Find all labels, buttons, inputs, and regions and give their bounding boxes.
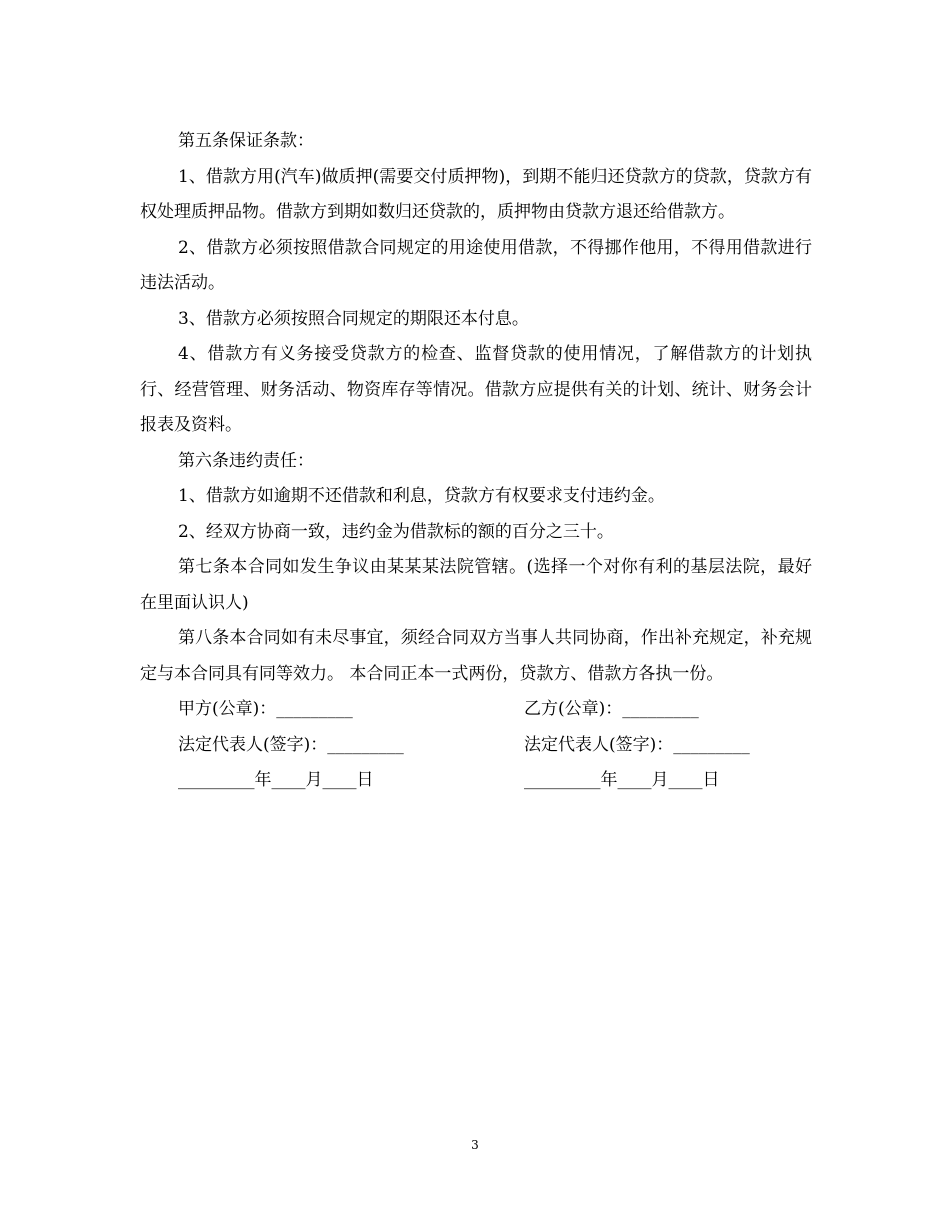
party-b-seal: 乙方(公章)：_________	[524, 699, 699, 719]
party-b-representative: 法定代表人(签字)：_________	[524, 734, 750, 755]
party-a-representative: 法定代表人(签字)：_________	[178, 734, 404, 755]
article-5-clause-2: 2、借款方必须按照借款合同规定的用途使用借款，不得挪作他用，不得用借款进行违法活动。	[140, 237, 812, 293]
page-number: 3	[471, 1138, 479, 1152]
article-8: 第八条本合同如有未尽事宜，须经合同双方当事人共同协商，作出补充规定，补充规定与本合同具有同等效力。 本合同正本一式两份，贷款方、借款方各执一份。	[140, 628, 812, 684]
party-a-date: _________年____月____日	[178, 770, 374, 790]
signature-block	[140, 692, 812, 799]
article-5-clause-1: 1、借款方用(汽车)做质押(需要交付质押物)，到期不能归还贷款方的贷款，贷款方有权处理质押品物。借款方到期如数归还贷款的，质押物由贷款方退还给借款方。	[140, 166, 812, 222]
signature-row-date	[140, 763, 812, 799]
signature-row-seal	[140, 692, 812, 728]
article-6-heading: 第六条违约责任：	[178, 450, 314, 471]
article-7: 第七条本合同如发生争议由某某某法院管辖。(选择一个对你有利的基层法院，最好在里面认识人)	[140, 557, 812, 613]
article-6-clause-2: 2、经双方协商一致，违约金为借款标的额的百分之三十。	[178, 521, 614, 542]
party-b-date: _________年____月____日	[524, 770, 720, 790]
article-6-clause-1: 1、借款方如逾期不还借款和利息，贷款方有权要求支付违约金。	[178, 486, 665, 506]
article-5-clause-3: 3、借款方必须按照合同规定的期限还本付息。	[178, 308, 529, 329]
document-body	[140, 124, 812, 799]
article-5-clause-4: 4、借款方有义务接受贷款方的检查、监督贷款的使用情况，了解借款方的计划执行、经营管理、财务活动、物资库存等情况。借款方应提供有关的计划、统计、财务会计报表及资料。	[140, 344, 812, 435]
article-5-heading: 第五条保证条款：	[178, 131, 314, 151]
signature-row-representative	[140, 728, 812, 764]
party-a-seal: 甲方(公章)：_________	[178, 699, 353, 719]
